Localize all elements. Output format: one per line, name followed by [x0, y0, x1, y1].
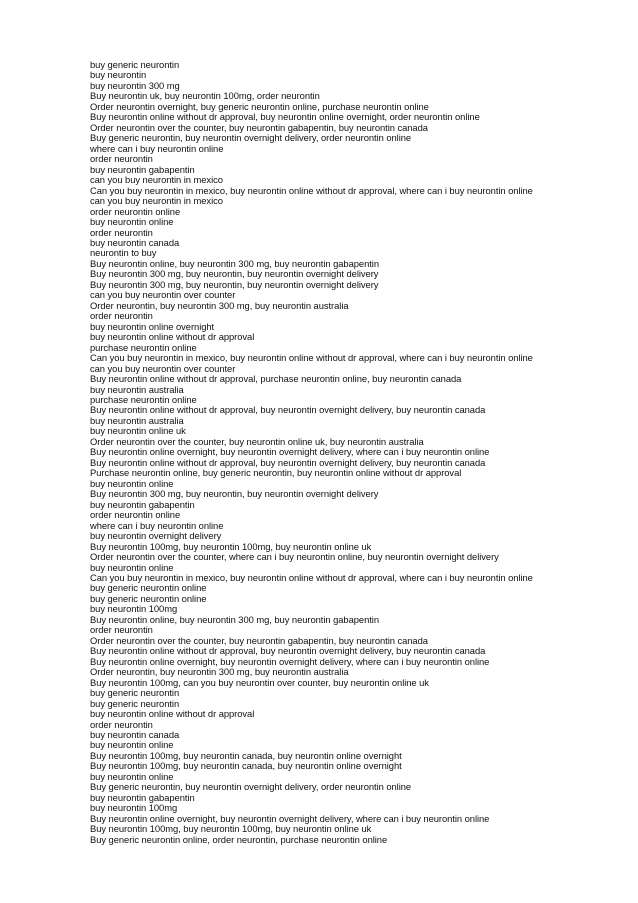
text-line: order neurontin [90, 153, 153, 165]
text-line: buy neurontin gabapentin [90, 498, 195, 510]
text-line: purchase neurontin online [90, 341, 197, 353]
text-line: can you buy neurontin in mexico [90, 174, 223, 186]
text-line: buy generic neurontin [90, 59, 180, 70]
text-line: Buy neurontin 100mg, can you buy neurontin over counter, buy neurontin online uk [90, 676, 429, 688]
text-line: neurontin to buy [90, 247, 157, 259]
text-line: Order neurontin, buy neurontin 300 mg, buy neurontin australia [90, 666, 349, 678]
text-line: Buy neurontin 100mg, buy neurontin canada, buy neurontin online overnight [90, 760, 402, 772]
text-line: Buy neurontin 100mg, buy neurontin 100mg, buy neurontin online uk [90, 540, 372, 552]
text-line: Buy neurontin online without dr approval, buy neurontin overnight delivery, buy neurontin canada [90, 404, 486, 416]
text-line: Buy generic neurontin, buy neurontin overnight delivery, order neurontin online [90, 132, 412, 144]
text-line: Buy neurontin uk, buy neurontin 100mg, order neurontin [90, 90, 320, 102]
text-line: buy generic neurontin [90, 697, 180, 709]
text-line: Buy neurontin 100mg, buy neurontin canada, buy neurontin online overnight [90, 749, 402, 761]
text-line: purchase neurontin online [90, 394, 197, 405]
text-line: Can you buy neurontin in mexico, buy neurontin online without dr approval, where can i buy neurontin online [90, 571, 533, 583]
text-line: buy neurontin online [90, 561, 174, 573]
text-line: Buy neurontin 300 mg, buy neurontin, buy neurontin overnight delivery [90, 278, 379, 290]
text-line: buy neurontin gabapentin [90, 791, 195, 803]
text-line: order neurontin [90, 624, 153, 636]
text-line: buy neurontin 100mg [90, 802, 178, 814]
text-line: buy neurontin 300 mg [90, 79, 180, 91]
text-line: buy generic neurontin [90, 687, 180, 699]
text-line: order neurontin online [90, 205, 181, 217]
text-line: Buy neurontin 300 mg, buy neurontin, buy neurontin overnight delivery [90, 268, 379, 280]
document-body [90, 60, 630, 845]
text-line: where can i buy neurontin online [90, 142, 224, 154]
text-line: buy neurontin canada [90, 236, 180, 248]
text-line: Buy neurontin online overnight, buy neurontin overnight delivery, where can i buy neurontin online [90, 655, 490, 667]
text-line: Can you buy neurontin in mexico, buy neurontin online without dr approval, where can i buy neurontin online [90, 184, 533, 196]
text-line: Buy neurontin 300 mg, buy neurontin, buy neurontin overnight delivery [90, 488, 379, 500]
text-line: buy neurontin australia [90, 383, 184, 395]
text-line: buy neurontin online [90, 739, 174, 751]
text-line: Buy neurontin online, buy neurontin 300 mg, buy neurontin gabapentin [90, 613, 380, 625]
text-line: Order neurontin over the counter, buy neurontin gabapentin, buy neurontin canada [90, 121, 428, 133]
text-line: Order neurontin over the counter, buy neurontin gabapentin, buy neurontin canada [90, 634, 428, 646]
text-line: Buy neurontin online overnight, buy neurontin overnight delivery, where can i buy neurontin online [90, 446, 490, 458]
text-line: where can i buy neurontin online [90, 519, 224, 531]
text-line: Can you buy neurontin in mexico, buy neurontin online without dr approval, where can i buy neurontin online [90, 352, 533, 364]
text-line: Buy neurontin online, buy neurontin 300 mg, buy neurontin gabapentin [90, 257, 380, 269]
text-line: can you buy neurontin over counter [90, 362, 236, 374]
text-line: order neurontin online [90, 509, 181, 521]
text-line: order neurontin [90, 718, 153, 730]
text-line: buy neurontin online [90, 770, 174, 782]
text-line: Order neurontin, buy neurontin 300 mg, buy neurontin australia [90, 299, 349, 311]
text-line: Order neurontin over the counter, buy neurontin online uk, buy neurontin australia [90, 435, 424, 447]
text-line: can you buy neurontin over counter [90, 289, 236, 301]
text-line: Buy generic neurontin online, order neurontin, purchase neurontin online [90, 833, 388, 845]
text-line: buy neurontin canada [90, 729, 180, 740]
text-line: Order neurontin over the counter, where can i buy neurontin online, buy neurontin overnight delivery [90, 551, 499, 563]
text-line: buy neurontin gabapentin [90, 163, 195, 175]
text-line: buy neurontin online uk [90, 425, 186, 437]
text-line: buy neurontin online overnight [90, 320, 215, 332]
text-line: Buy neurontin online without dr approval, buy neurontin online overnight, order neurontin online [90, 111, 480, 123]
text-line: buy neurontin online [90, 216, 174, 228]
text-line: buy neurontin overnight delivery [90, 530, 222, 542]
text-line: Buy neurontin online without dr approval, buy neurontin overnight delivery, buy neurontin canada [90, 645, 486, 657]
text-line: Buy neurontin 100mg, buy neurontin 100mg, buy neurontin online uk [90, 823, 372, 835]
text-line: order neurontin [90, 226, 153, 238]
text-line: buy neurontin online [90, 477, 174, 489]
text-line: Buy neurontin online without dr approval, purchase neurontin online, buy neurontin canada [90, 373, 462, 385]
text-line: buy neurontin online without dr approval [90, 331, 255, 343]
text-line: can you buy neurontin in mexico [90, 195, 223, 207]
text-line: Buy generic neurontin, buy neurontin overnight delivery, order neurontin online [90, 781, 412, 793]
text-line: buy neurontin 100mg [90, 603, 178, 615]
text-line: Buy neurontin online overnight, buy neurontin overnight delivery, where can i buy neurontin online [90, 812, 490, 824]
text-line: buy neurontin [90, 69, 147, 81]
text-line: Order neurontin overnight, buy generic neurontin online, purchase neurontin online [90, 100, 429, 112]
text-line: buy neurontin australia [90, 414, 184, 426]
text-line: order neurontin [90, 310, 153, 322]
text-line: buy generic neurontin online [90, 582, 207, 594]
text-line: buy neurontin online without dr approval [90, 708, 255, 720]
text-line: Purchase neurontin online, buy generic neurontin, buy neurontin online without dr approval [90, 467, 462, 479]
text-line: buy generic neurontin online [90, 592, 207, 604]
text-line: Buy neurontin online without dr approval, buy neurontin overnight delivery, buy neurontin canada [90, 456, 486, 468]
